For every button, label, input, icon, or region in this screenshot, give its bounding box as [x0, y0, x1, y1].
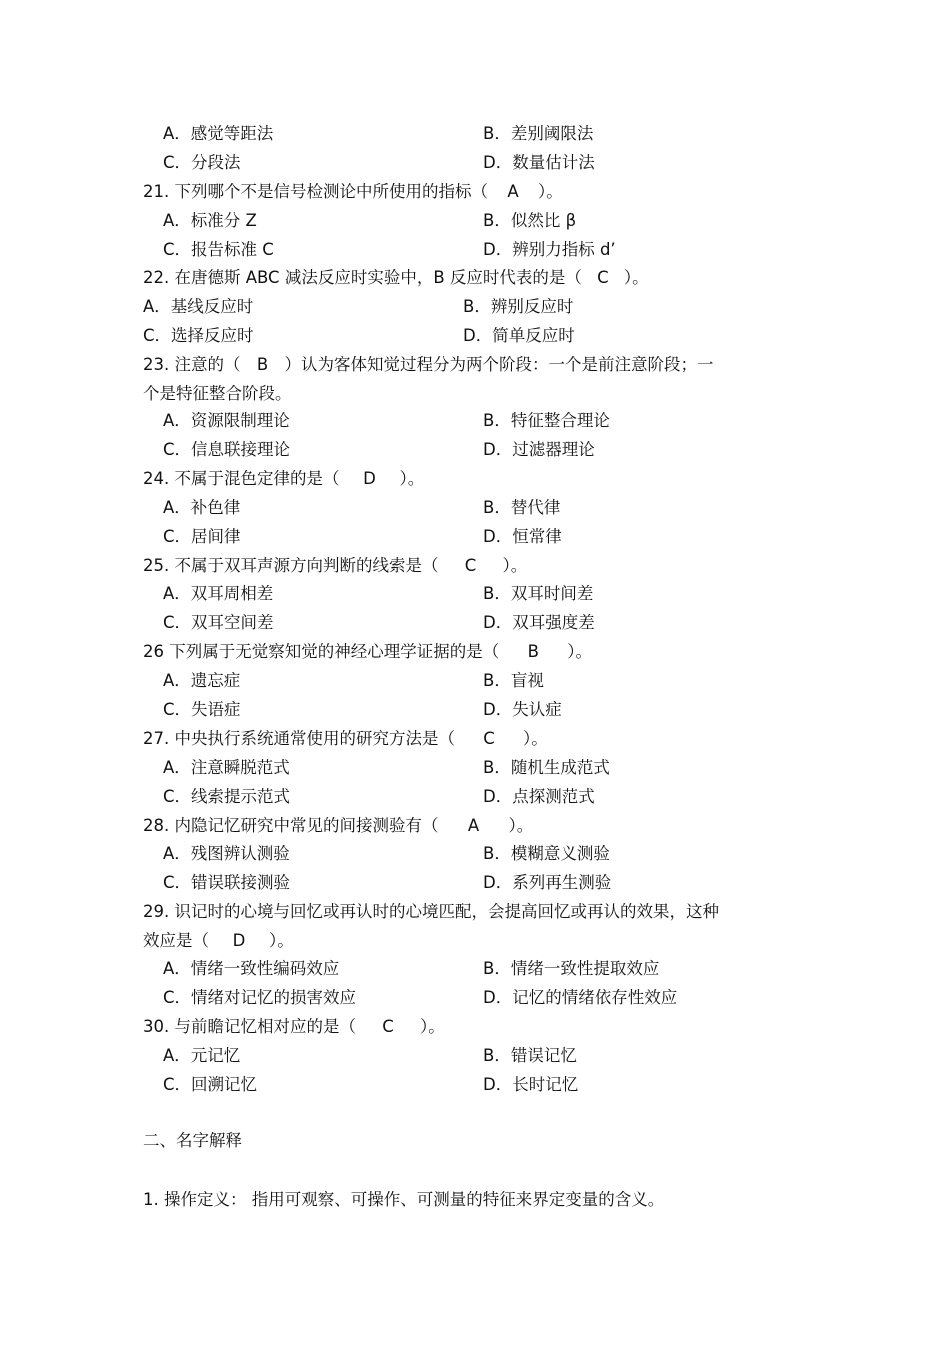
option-d: D．长时记忆: [483, 1075, 579, 1094]
option-c: C．信息联接理论: [163, 440, 291, 459]
option-a: A．标准分 Z: [163, 211, 257, 230]
option-c: C．报告标准 C: [163, 240, 274, 259]
option-d: D．简单反应时: [463, 326, 575, 345]
option-d: D．失认症: [483, 700, 562, 719]
question-stem: 23. 注意的（: [143, 355, 241, 374]
option-a: A．注意瞬脱范式: [163, 758, 290, 777]
question-26: [143, 641, 592, 663]
question-stem-end: ）。: [523, 729, 548, 748]
definition-item: 1. 操作定义： 指用可观察、可操作、可测量的特征来界定变量的含义。: [143, 1190, 665, 1209]
option-b: B．模糊意义测验: [483, 844, 610, 863]
option-b: B．随机生成范式: [483, 758, 610, 777]
answer-value: C: [483, 729, 495, 748]
option-c: C．情绪对记忆的损害效应: [163, 988, 357, 1007]
question-29: 29. 识记时的心境与回忆或再认时的心境匹配，会提高回忆或再认的效果，这种: [143, 902, 719, 921]
option-c: C．回溯记忆: [163, 1075, 258, 1094]
question-stem-end: ）。: [420, 1017, 445, 1036]
option-c: C．错误联接测验: [163, 873, 291, 892]
option-d: D．双耳强度差: [483, 613, 595, 632]
answer-value: C: [464, 556, 477, 575]
option-a: A．双耳周相差: [163, 584, 274, 603]
question-29-line2: [143, 930, 294, 952]
answer-value: A: [467, 816, 480, 835]
question-stem: 30. 与前瞻记忆相对应的是（: [143, 1017, 356, 1036]
option-d: D．记忆的情绪依存性效应: [483, 988, 678, 1007]
option-d: D．过滤器理论: [483, 440, 595, 459]
prev-option-d: D．数量估计法: [483, 153, 595, 172]
answer-value: B: [527, 642, 539, 661]
option-c: C．居间律: [163, 527, 241, 546]
question-stem: 21. 下列哪个不是信号检测论中所使用的指标（: [143, 182, 488, 201]
question-stem-end: ）认为客体知觉过程分为两个阶段：一个是前注意阶段；一: [284, 355, 714, 374]
prev-option-a: A．感觉等距法: [163, 124, 274, 143]
question-stem: 效应是（: [143, 931, 209, 950]
question-22: [143, 267, 649, 289]
prev-option-b: B．差别阈限法: [483, 124, 594, 143]
answer-value: B: [256, 355, 269, 374]
option-c: C．线索提示范式: [163, 787, 291, 806]
question-stem-end: ）。: [399, 469, 425, 488]
question-23-line2: 个是特征整合阶段。: [143, 384, 292, 403]
option-b: B．似然比 β: [483, 211, 577, 230]
question-23: [143, 354, 714, 376]
question-stem-end: ）。: [538, 182, 563, 201]
option-c: C．选择反应时: [143, 326, 254, 345]
question-30: [143, 1016, 445, 1038]
question-stem: 24. 不属于混色定律的是（: [143, 469, 340, 488]
question-stem-end: ）。: [623, 268, 649, 287]
question-stem: 28. 内隐记忆研究中常见的间接测验有（: [143, 816, 439, 835]
option-b: B．替代律: [483, 498, 561, 517]
question-stem: 25. 不属于双耳声源方向判断的线索是（: [143, 556, 439, 575]
answer-value: A: [507, 182, 519, 201]
question-21: [143, 181, 563, 203]
option-b: B．错误记忆: [483, 1046, 577, 1065]
question-stem-end: ）。: [508, 816, 534, 835]
option-d: D．辨别力指标 d’: [483, 240, 616, 259]
option-d: D．系列再生测验: [483, 873, 612, 892]
option-a: A．补色律: [163, 498, 241, 517]
option-a: A．元记忆: [163, 1046, 241, 1065]
question-stem: 26 下列属于无觉察知觉的神经心理学证据的是（: [143, 642, 500, 661]
option-b: B．特征整合理论: [483, 411, 610, 430]
option-a: A．资源限制理论: [163, 411, 290, 430]
option-b: B．情绪一致性提取效应: [483, 959, 660, 978]
option-a: A．情绪一致性编码效应: [163, 959, 340, 978]
question-28: [143, 815, 533, 837]
option-a: A．残图辨认测验: [163, 844, 290, 863]
answer-value: D: [363, 469, 376, 488]
answer-value: C: [382, 1017, 394, 1036]
question-stem-end: ）。: [502, 556, 528, 575]
question-24: [143, 468, 424, 490]
question-stem: 22. 在唐德斯 ABC 减法反应时实验中，B 反应时代表的是（: [143, 268, 582, 287]
option-d: D．点探测范式: [483, 787, 595, 806]
section-heading: 二、名字解释: [143, 1131, 242, 1150]
question-stem: 27. 中央执行系统通常使用的研究方法是（: [143, 729, 455, 748]
option-c: C．失语症: [163, 700, 241, 719]
answer-value: D: [232, 931, 246, 950]
option-a: A．基线反应时: [143, 297, 254, 316]
question-27: [143, 728, 548, 750]
question-stem-end: ）。: [269, 931, 294, 950]
option-d: D．恒常律: [483, 527, 562, 546]
option-b: B．双耳时间差: [483, 584, 594, 603]
option-b: B．盲视: [483, 671, 544, 690]
option-a: A．遗忘症: [163, 671, 241, 690]
prev-option-c: C．分段法: [163, 153, 241, 172]
option-c: C．双耳空间差: [163, 613, 274, 632]
answer-value: C: [597, 268, 609, 287]
question-stem-end: ）。: [567, 642, 592, 661]
option-b: B．辨别反应时: [463, 297, 574, 316]
question-25: [143, 555, 527, 577]
